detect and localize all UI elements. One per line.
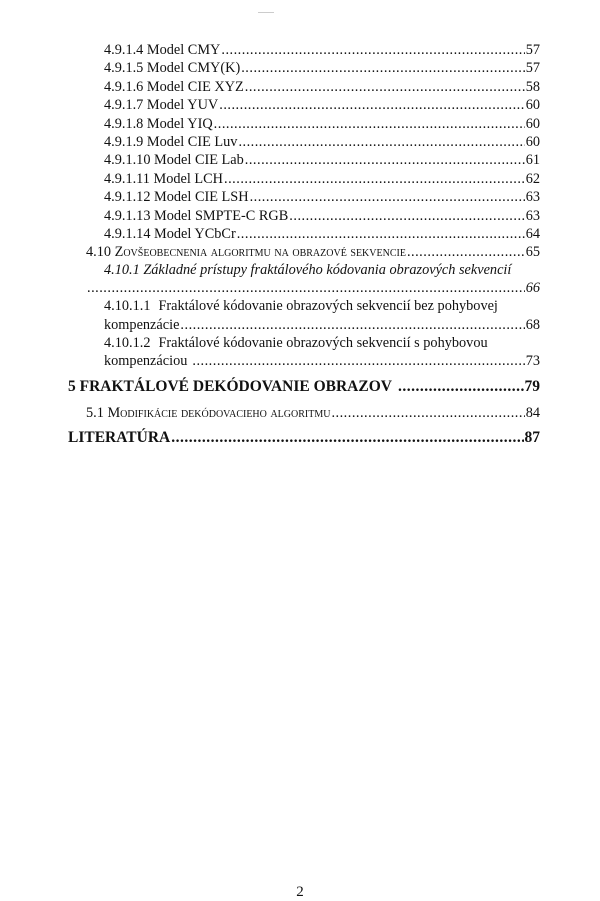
toc-entry-page: 68: [525, 317, 540, 333]
toc-entry-title: 4.9.1.6 Model CIE XYZ: [104, 78, 244, 95]
toc-entry[interactable]: [104, 188, 540, 206]
toc-entry-page: 62: [525, 170, 540, 187]
toc-entry-page: 66: [525, 280, 540, 296]
toc-entry-title: 5 FRAKTÁLOVÉ DEKÓDOVANIE OBRAZOV: [68, 378, 392, 395]
leader-dots: [250, 188, 525, 206]
toc-entry[interactable]: [104, 170, 540, 188]
leader-dots: [192, 352, 524, 370]
leader-dots: [245, 78, 525, 96]
toc-entry-page: 64: [525, 226, 540, 242]
toc-entry-4-10-1-1[interactable]: [104, 297, 540, 315]
toc-entry-page: 63: [525, 189, 540, 206]
leader-dots: [219, 96, 524, 114]
toc-entry-4-10-1-2-cont[interactable]: [104, 352, 540, 370]
toc-entry-title: 4.9.1.5 Model CMY(K): [104, 60, 241, 77]
toc-entry-title-cont: kompenzácie: [104, 317, 180, 333]
scan-mark: [258, 12, 274, 13]
toc-entry-4-10[interactable]: [86, 243, 540, 261]
toc-entry-title: Fraktálové kódovanie obrazových sekvencií bez pohybovej: [158, 298, 498, 314]
toc-entry-page: 58: [525, 78, 540, 95]
toc-entry-title: 4.9.1.13 Model SMPTE-C RGB: [104, 207, 289, 224]
toc-entry-page: 65: [525, 244, 540, 260]
toc-entry-4-10-1-2[interactable]: [104, 334, 540, 352]
leader-dots: [221, 41, 524, 59]
toc-entry-4-10-1-1-cont[interactable]: [104, 316, 540, 334]
toc-entry-title: 4.9.1.9 Model CIE Luv: [104, 134, 238, 150]
leader-dots: [245, 151, 525, 169]
page-number: 2: [296, 884, 304, 900]
toc-entry-5-1[interactable]: [86, 404, 540, 422]
toc-entry-title: 4.9.1.7 Model YUV: [104, 97, 219, 114]
toc-entry-title: 4.9.1.4 Model CMY: [104, 42, 221, 58]
toc-entry-4-10-1[interactable]: [104, 261, 540, 279]
toc-entry-page: 60: [525, 134, 540, 150]
toc-entry-title: 4.9.1.14 Model YCbCr: [104, 226, 236, 242]
toc-entry-title: 4.10.1 Základné prístupy fraktálového kódovania obrazových sekvencií: [104, 262, 512, 278]
toc-entry-page: 57: [525, 42, 540, 58]
toc-entry-page: 63: [525, 207, 540, 224]
leader-dots: [171, 429, 523, 447]
toc-entry-title: Fraktálové kódovanie obrazových sekvencií s pohybovou: [158, 335, 488, 351]
toc-entry[interactable]: [104, 207, 540, 225]
leader-dots: [237, 225, 525, 243]
toc-entry[interactable]: [104, 225, 540, 243]
leader-dots: [331, 404, 524, 422]
leader-dots: [238, 133, 524, 151]
toc-entry[interactable]: [104, 151, 540, 169]
toc-entry-title: 4.9.1.10 Model CIE Lab: [104, 152, 244, 169]
toc-entry-title: 4.9.1.11 Model LCH: [104, 170, 224, 187]
toc-entry[interactable]: [104, 78, 540, 96]
toc-entry-number: 4.10.1.2: [104, 335, 151, 351]
leader-dots: [241, 59, 524, 77]
toc-entry-page: 73: [525, 353, 540, 369]
leader-dots: [87, 279, 525, 297]
toc-entry-title: 4.9.1.8 Model YIQ: [104, 115, 213, 132]
toc-entry-title: 5.1 Modifikácie dekódovacieho algoritmu: [86, 405, 331, 421]
leader-dots: [180, 316, 524, 334]
toc-entry-page: 60: [525, 115, 540, 132]
toc-entry-page: 60: [525, 97, 540, 114]
toc-entry-page: 61: [525, 152, 540, 169]
toc-entry-page: 87: [524, 429, 540, 446]
toc-entry[interactable]: [104, 96, 540, 114]
leader-dots: [214, 115, 525, 133]
toc-entry-title: 4.10 Zovšeobecnenia algoritmu na obrazové sekvencie: [86, 244, 406, 260]
toc-entry-page: 57: [525, 60, 540, 77]
leader-dots: [398, 378, 524, 396]
leader-dots: [289, 207, 524, 225]
toc-entry-4-10-1-page-line[interactable]: [86, 279, 540, 297]
toc-entry-page: 79: [524, 378, 540, 395]
toc-entry-title-cont: kompenzáciou: [104, 353, 188, 369]
toc-entry[interactable]: [104, 59, 540, 77]
toc-literatura[interactable]: [68, 429, 540, 447]
toc-entry[interactable]: [104, 133, 540, 151]
toc-entry-page: 84: [525, 405, 540, 421]
toc-chapter-5[interactable]: [68, 378, 540, 396]
leader-dots: [224, 170, 525, 188]
leader-dots: [407, 243, 525, 261]
toc-entry-number: 4.10.1.1: [104, 298, 151, 314]
toc-entry[interactable]: [104, 115, 540, 133]
toc-entry-title: 4.9.1.12 Model CIE LSH: [104, 189, 249, 206]
toc-entry-title: LITERATÚRA: [68, 429, 171, 446]
toc-entry[interactable]: [104, 41, 540, 59]
